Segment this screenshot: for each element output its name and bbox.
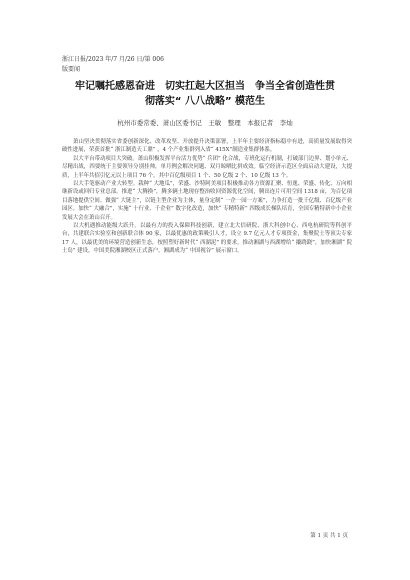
paragraph: 以大平台带动项目大突破。萧山积极发挥平台活力优势“ 兵团” 化合战，专班化运行机制，打破部门边界、划小单元、尽精出战，四要统于主要领导分别挂帅，单月例会解决问题、双月晾晒比拼成效。临空经济示范区全面启动大建设，大提质，上半年共招引亿元以上项目 76 个，其中百亿级项目 1 个、50 亿级 2 个、10 亿级 13 个。 — [62, 155, 352, 179]
article-body — [62, 138, 352, 256]
paragraph: 以大机遇推动能级大跃升。以最有力的投入保障科技创新，建立北大信研院、浙大科创中心、西电杭研院等科创平台，共建联合实验室和创新联合体 90 家，以最优惠的政策吸引人才，设立 9.7 亿元人才专项资金，集聚院士等顶尖专家 17 人，以最优美的环境营造创新生态，按照塑好新时代“ 西湖泥” 的要求，推动湘湖与西湖增给“ 撬跷跷”，加快湘湖“ 院士岛” 建设，中国美院湘湖校区正式落户，湘湖成为“ 中国视谷” 展示窗口。 — [62, 223, 352, 255]
article-title-line-2: 彻落实“ 八八战略” 模范生 — [144, 96, 266, 107]
paragraph: 以大手笔驱动产业大转型。栽种“ 大地瓜”，荣盛、沙特阿美项目积极推动各方资源汇聚、恒逸、荣盛、传化、万向相继新设或回归专业总部。推进“ 大腾换”，腾多辆土地现存整治收回资源优化空间，腾出连片可用空间 1318 亩，为百亿项目落地提供空间。做强“ 大链主”，以链主型企业为主体，量身定制“ 一企一园一方案”，力争打造一批千亿级、百亿级产业园区。加快“ 大融合”，实施“ 十行业、千企业” 数字化改造，加快“ 专精特新” 四级成长梯队培育，全国专精特新中小企业发展大会在萧山召开。 — [62, 181, 352, 221]
paragraph: 萧山坚决贯彻落实省委创新深化、改革攻坚、开放提升决策部署，上半年主要经济指标稳中有进，高质量发展取得突破性进展，荣获首批“ 浙江制造天工鼎” ，4 个产业集群列入省“ 415X”制造业集群体系。 — [62, 139, 352, 154]
section-label: 版要闻 — [62, 66, 81, 73]
page-number: 第 1 页 共 1 页 — [310, 533, 348, 539]
source-line: 浙江日报/2023 年/7 月/26 日/第 006 — [62, 56, 164, 63]
byline: 杭州市委常委、萧山区委书记 王敏 整理 本报记者 李灿 — [117, 119, 293, 127]
article-title-line-1: 牢记嘱托感恩奋进 切实扛起大区担当 争当全省创造性贯 — [75, 81, 335, 92]
